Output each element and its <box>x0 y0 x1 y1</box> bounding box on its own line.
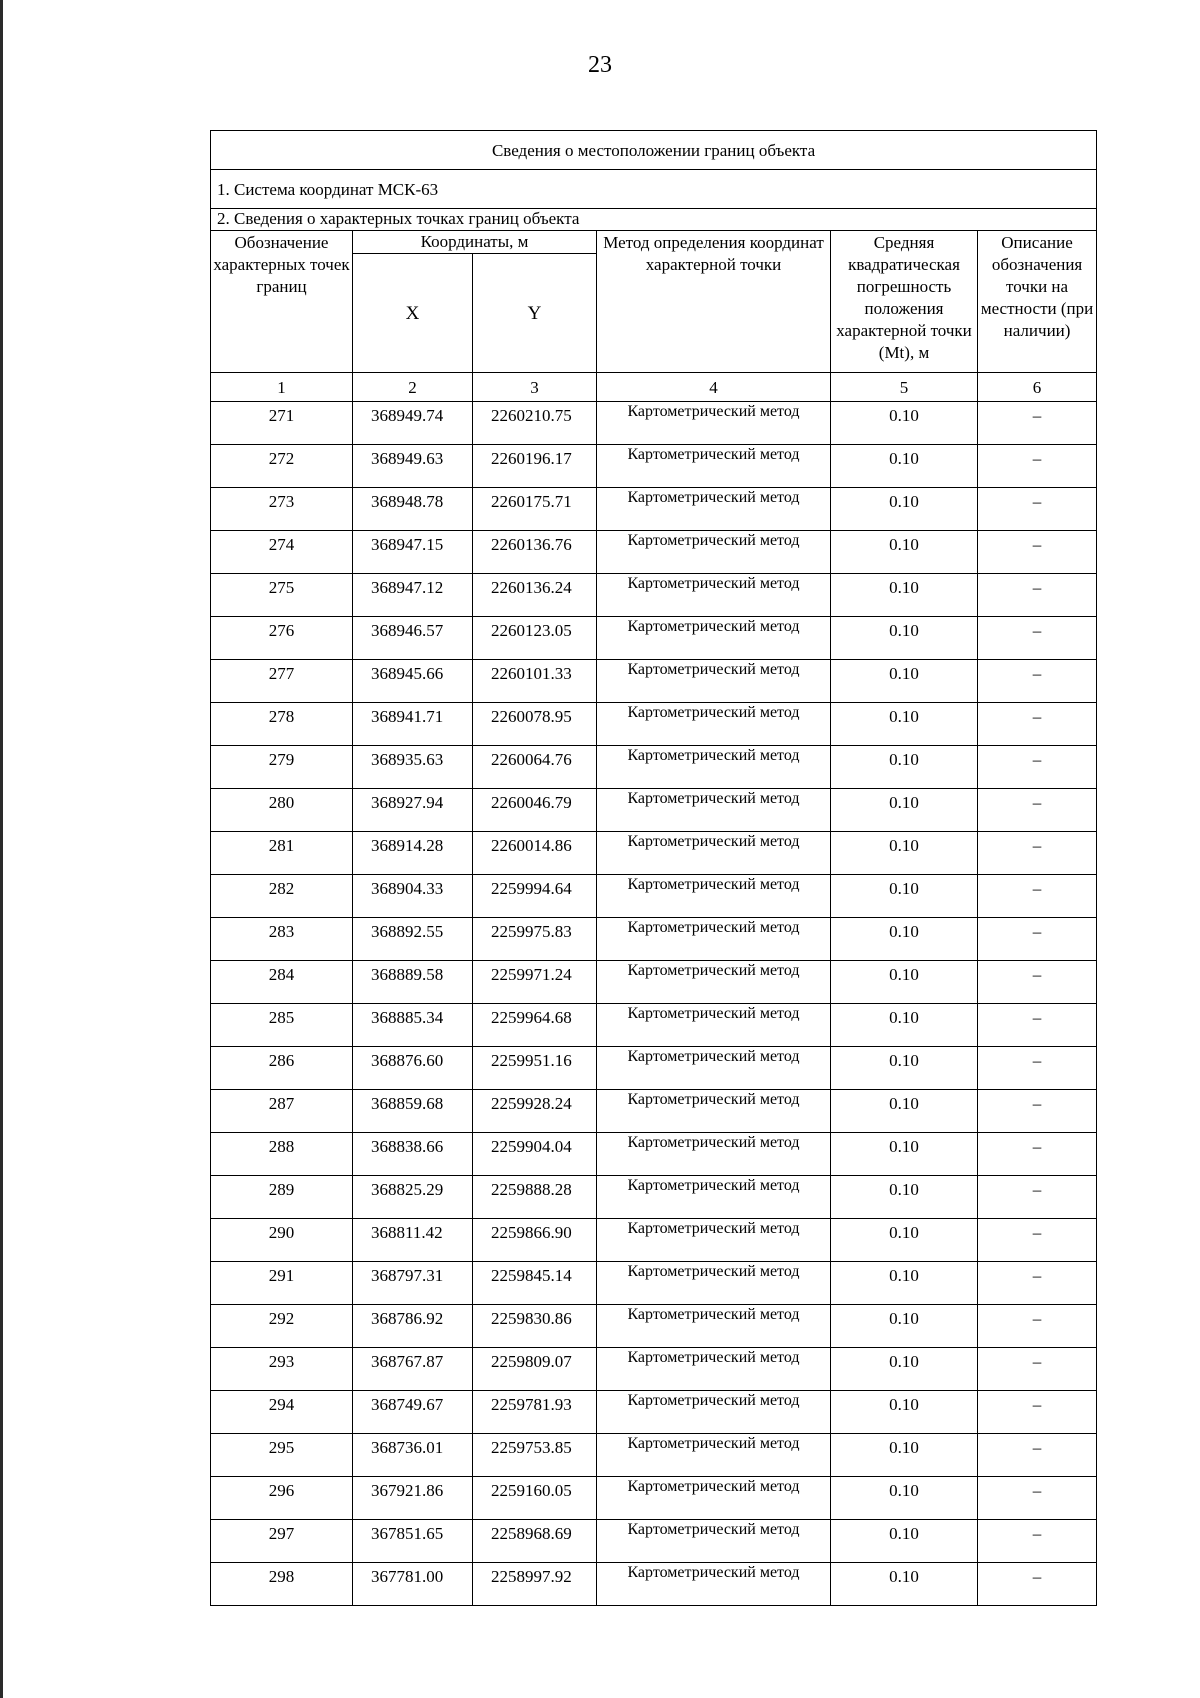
point-id-cell: 274 <box>211 531 353 574</box>
method-cell: Картометрический метод <box>597 875 831 918</box>
x-coordinate-cell: 368935.63 <box>353 746 473 789</box>
table-row <box>211 918 1097 961</box>
description-cell: – <box>978 1047 1097 1090</box>
description-cell: – <box>978 875 1097 918</box>
table-row <box>211 1090 1097 1133</box>
point-id-cell: 279 <box>211 746 353 789</box>
error-cell: 0.10 <box>831 1520 978 1563</box>
y-coordinate-cell: 2259830.86 <box>473 1305 597 1348</box>
method-cell: Картометрический метод <box>597 832 831 875</box>
description-cell: – <box>978 1563 1097 1606</box>
table-row <box>211 660 1097 703</box>
method-cell: Картометрический метод <box>597 1563 831 1606</box>
y-coordinate-cell: 2259753.85 <box>473 1434 597 1477</box>
x-coordinate-cell: 368749.67 <box>353 1391 473 1434</box>
error-cell: 0.10 <box>831 1133 978 1176</box>
y-coordinate-cell: 2259951.16 <box>473 1047 597 1090</box>
x-coordinate-cell: 368949.74 <box>353 402 473 445</box>
method-cell: Картометрический метод <box>597 617 831 660</box>
x-coordinate-cell: 368889.58 <box>353 961 473 1004</box>
error-cell: 0.10 <box>831 1090 978 1133</box>
method-cell: Картометрический метод <box>597 531 831 574</box>
description-cell: – <box>978 574 1097 617</box>
method-cell: Картометрический метод <box>597 1305 831 1348</box>
header-error: Средняя квадратическая погрешность положения характерной точки (Mt), м <box>831 231 978 373</box>
header-x: X <box>353 254 473 373</box>
coordinate-system: 1. Система координат МСК-63 <box>211 170 1097 209</box>
table-row <box>211 1477 1097 1520</box>
description-cell: – <box>978 1262 1097 1305</box>
table-row <box>211 1305 1097 1348</box>
method-cell: Картометрический метод <box>597 1391 831 1434</box>
description-cell: – <box>978 531 1097 574</box>
y-coordinate-cell: 2260064.76 <box>473 746 597 789</box>
point-id-cell: 287 <box>211 1090 353 1133</box>
y-coordinate-cell: 2259994.64 <box>473 875 597 918</box>
error-cell: 0.10 <box>831 1391 978 1434</box>
table-row <box>211 402 1097 445</box>
point-id-cell: 271 <box>211 402 353 445</box>
point-id-cell: 288 <box>211 1133 353 1176</box>
description-cell: – <box>978 1004 1097 1047</box>
method-cell: Картометрический метод <box>597 746 831 789</box>
table-row <box>211 1219 1097 1262</box>
method-cell: Картометрический метод <box>597 1520 831 1563</box>
x-coordinate-cell: 368892.55 <box>353 918 473 961</box>
x-coordinate-cell: 368876.60 <box>353 1047 473 1090</box>
x-coordinate-cell: 368949.63 <box>353 445 473 488</box>
point-id-cell: 285 <box>211 1004 353 1047</box>
header-method: Метод определения координат характерной точки <box>597 231 831 373</box>
description-cell: – <box>978 1219 1097 1262</box>
method-cell: Картометрический метод <box>597 703 831 746</box>
point-id-cell: 278 <box>211 703 353 746</box>
point-id-cell: 289 <box>211 1176 353 1219</box>
error-cell: 0.10 <box>831 402 978 445</box>
method-cell: Картометрический метод <box>597 1090 831 1133</box>
point-id-cell: 281 <box>211 832 353 875</box>
description-cell: – <box>978 789 1097 832</box>
error-cell: 0.10 <box>831 1434 978 1477</box>
table-row <box>211 1434 1097 1477</box>
method-cell: Картометрический метод <box>597 1348 831 1391</box>
point-id-cell: 293 <box>211 1348 353 1391</box>
error-cell: 0.10 <box>831 875 978 918</box>
error-cell: 0.10 <box>831 574 978 617</box>
method-cell: Картометрический метод <box>597 574 831 617</box>
table-row <box>211 746 1097 789</box>
description-cell: – <box>978 703 1097 746</box>
error-cell: 0.10 <box>831 703 978 746</box>
description-cell: – <box>978 1477 1097 1520</box>
x-coordinate-cell: 368946.57 <box>353 617 473 660</box>
table-row <box>211 1004 1097 1047</box>
header-description: Описание обозначения точки на местности (при наличии) <box>978 231 1097 373</box>
point-id-cell: 275 <box>211 574 353 617</box>
point-id-cell: 294 <box>211 1391 353 1434</box>
table-row <box>211 961 1097 1004</box>
description-cell: – <box>978 1520 1097 1563</box>
error-cell: 0.10 <box>831 1305 978 1348</box>
method-cell: Картометрический метод <box>597 1219 831 1262</box>
point-id-cell: 273 <box>211 488 353 531</box>
description-cell: – <box>978 832 1097 875</box>
point-id-cell: 298 <box>211 1563 353 1606</box>
page-number: 23 <box>588 52 612 78</box>
column-number-4: 4 <box>597 373 831 402</box>
method-cell: Картометрический метод <box>597 488 831 531</box>
table-row <box>211 1391 1097 1434</box>
point-id-cell: 283 <box>211 918 353 961</box>
point-id-cell: 284 <box>211 961 353 1004</box>
method-cell: Картометрический метод <box>597 445 831 488</box>
y-coordinate-cell: 2259809.07 <box>473 1348 597 1391</box>
y-coordinate-cell: 2259904.04 <box>473 1133 597 1176</box>
scan-left-edge <box>0 0 3 1698</box>
description-cell: – <box>978 1090 1097 1133</box>
table-row <box>211 617 1097 660</box>
error-cell: 0.10 <box>831 961 978 1004</box>
error-cell: 0.10 <box>831 1176 978 1219</box>
error-cell: 0.10 <box>831 488 978 531</box>
table-row <box>211 703 1097 746</box>
table-row <box>211 445 1097 488</box>
x-coordinate-cell: 368786.92 <box>353 1305 473 1348</box>
header-point-id: Обозначение характерных точек границ <box>211 231 353 373</box>
y-coordinate-cell: 2259975.83 <box>473 918 597 961</box>
error-cell: 0.10 <box>831 1563 978 1606</box>
x-coordinate-cell: 368947.15 <box>353 531 473 574</box>
y-coordinate-cell: 2260136.24 <box>473 574 597 617</box>
table-row <box>211 531 1097 574</box>
point-id-cell: 280 <box>211 789 353 832</box>
error-cell: 0.10 <box>831 531 978 574</box>
y-coordinate-cell: 2259160.05 <box>473 1477 597 1520</box>
y-coordinate-cell: 2260196.17 <box>473 445 597 488</box>
y-coordinate-cell: 2260175.71 <box>473 488 597 531</box>
x-coordinate-cell: 368914.28 <box>353 832 473 875</box>
table-row <box>211 875 1097 918</box>
method-cell: Картометрический метод <box>597 1434 831 1477</box>
table-row <box>211 1133 1097 1176</box>
method-cell: Картометрический метод <box>597 1176 831 1219</box>
table-row <box>211 1047 1097 1090</box>
error-cell: 0.10 <box>831 789 978 832</box>
error-cell: 0.10 <box>831 1262 978 1305</box>
table-row <box>211 1262 1097 1305</box>
y-coordinate-cell: 2259845.14 <box>473 1262 597 1305</box>
x-coordinate-cell: 368941.71 <box>353 703 473 746</box>
method-cell: Картометрический метод <box>597 1133 831 1176</box>
x-coordinate-cell: 368945.66 <box>353 660 473 703</box>
table-row <box>211 1520 1097 1563</box>
method-cell: Картометрический метод <box>597 1047 831 1090</box>
error-cell: 0.10 <box>831 660 978 703</box>
point-id-cell: 296 <box>211 1477 353 1520</box>
y-coordinate-cell: 2258997.92 <box>473 1563 597 1606</box>
table-row <box>211 789 1097 832</box>
column-number-2: 2 <box>353 373 473 402</box>
x-coordinate-cell: 367781.00 <box>353 1563 473 1606</box>
description-cell: – <box>978 1176 1097 1219</box>
column-number-5: 5 <box>831 373 978 402</box>
x-coordinate-cell: 368947.12 <box>353 574 473 617</box>
x-coordinate-cell: 368838.66 <box>353 1133 473 1176</box>
description-cell: – <box>978 918 1097 961</box>
y-coordinate-cell: 2260101.33 <box>473 660 597 703</box>
x-coordinate-cell: 368825.29 <box>353 1176 473 1219</box>
method-cell: Картометрический метод <box>597 1262 831 1305</box>
description-cell: – <box>978 617 1097 660</box>
header-coordinates: Координаты, м <box>353 231 597 254</box>
x-coordinate-cell: 367851.65 <box>353 1520 473 1563</box>
point-id-cell: 297 <box>211 1520 353 1563</box>
point-id-cell: 282 <box>211 875 353 918</box>
y-coordinate-cell: 2258968.69 <box>473 1520 597 1563</box>
description-cell: – <box>978 1133 1097 1176</box>
error-cell: 0.10 <box>831 445 978 488</box>
point-id-cell: 291 <box>211 1262 353 1305</box>
method-cell: Картометрический метод <box>597 402 831 445</box>
section-title: 2. Сведения о характерных точках границ объекта <box>211 209 1097 231</box>
method-cell: Картометрический метод <box>597 918 831 961</box>
x-coordinate-cell: 368811.42 <box>353 1219 473 1262</box>
column-number-1: 1 <box>211 373 353 402</box>
error-cell: 0.10 <box>831 1348 978 1391</box>
y-coordinate-cell: 2260210.75 <box>473 402 597 445</box>
point-id-cell: 272 <box>211 445 353 488</box>
description-cell: – <box>978 1391 1097 1434</box>
description-cell: – <box>978 746 1097 789</box>
method-cell: Картометрический метод <box>597 961 831 1004</box>
error-cell: 0.10 <box>831 617 978 660</box>
error-cell: 0.10 <box>831 1219 978 1262</box>
error-cell: 0.10 <box>831 1477 978 1520</box>
x-coordinate-cell: 368736.01 <box>353 1434 473 1477</box>
point-id-cell: 292 <box>211 1305 353 1348</box>
y-coordinate-cell: 2259781.93 <box>473 1391 597 1434</box>
boundary-points-table <box>210 130 1097 1606</box>
description-cell: – <box>978 961 1097 1004</box>
description-cell: – <box>978 445 1097 488</box>
column-number-6: 6 <box>978 373 1097 402</box>
error-cell: 0.10 <box>831 746 978 789</box>
point-id-cell: 286 <box>211 1047 353 1090</box>
x-coordinate-cell: 368927.94 <box>353 789 473 832</box>
method-cell: Картометрический метод <box>597 1004 831 1047</box>
table-row <box>211 832 1097 875</box>
description-cell: – <box>978 1434 1097 1477</box>
point-id-cell: 290 <box>211 1219 353 1262</box>
x-coordinate-cell: 368904.33 <box>353 875 473 918</box>
description-cell: – <box>978 1348 1097 1391</box>
table-row <box>211 1563 1097 1606</box>
x-coordinate-cell: 367921.86 <box>353 1477 473 1520</box>
description-cell: – <box>978 402 1097 445</box>
y-coordinate-cell: 2260046.79 <box>473 789 597 832</box>
table-row <box>211 1176 1097 1219</box>
table-row <box>211 488 1097 531</box>
x-coordinate-cell: 368885.34 <box>353 1004 473 1047</box>
y-coordinate-cell: 2259888.28 <box>473 1176 597 1219</box>
error-cell: 0.10 <box>831 918 978 961</box>
description-cell: – <box>978 660 1097 703</box>
x-coordinate-cell: 368948.78 <box>353 488 473 531</box>
y-coordinate-cell: 2260123.05 <box>473 617 597 660</box>
column-number-3: 3 <box>473 373 597 402</box>
error-cell: 0.10 <box>831 1047 978 1090</box>
table-row <box>211 574 1097 617</box>
y-coordinate-cell: 2259964.68 <box>473 1004 597 1047</box>
description-cell: – <box>978 488 1097 531</box>
table-title: Сведения о местоположении границ объекта <box>211 131 1097 170</box>
method-cell: Картометрический метод <box>597 789 831 832</box>
y-coordinate-cell: 2260014.86 <box>473 832 597 875</box>
x-coordinate-cell: 368859.68 <box>353 1090 473 1133</box>
x-coordinate-cell: 368797.31 <box>353 1262 473 1305</box>
table-row <box>211 1348 1097 1391</box>
point-id-cell: 277 <box>211 660 353 703</box>
x-coordinate-cell: 368767.87 <box>353 1348 473 1391</box>
error-cell: 0.10 <box>831 832 978 875</box>
description-cell: – <box>978 1305 1097 1348</box>
y-coordinate-cell: 2260136.76 <box>473 531 597 574</box>
error-cell: 0.10 <box>831 1004 978 1047</box>
y-coordinate-cell: 2260078.95 <box>473 703 597 746</box>
y-coordinate-cell: 2259971.24 <box>473 961 597 1004</box>
method-cell: Картометрический метод <box>597 660 831 703</box>
point-id-cell: 276 <box>211 617 353 660</box>
point-id-cell: 295 <box>211 1434 353 1477</box>
y-coordinate-cell: 2259928.24 <box>473 1090 597 1133</box>
method-cell: Картометрический метод <box>597 1477 831 1520</box>
y-coordinate-cell: 2259866.90 <box>473 1219 597 1262</box>
header-y: Y <box>473 254 597 373</box>
